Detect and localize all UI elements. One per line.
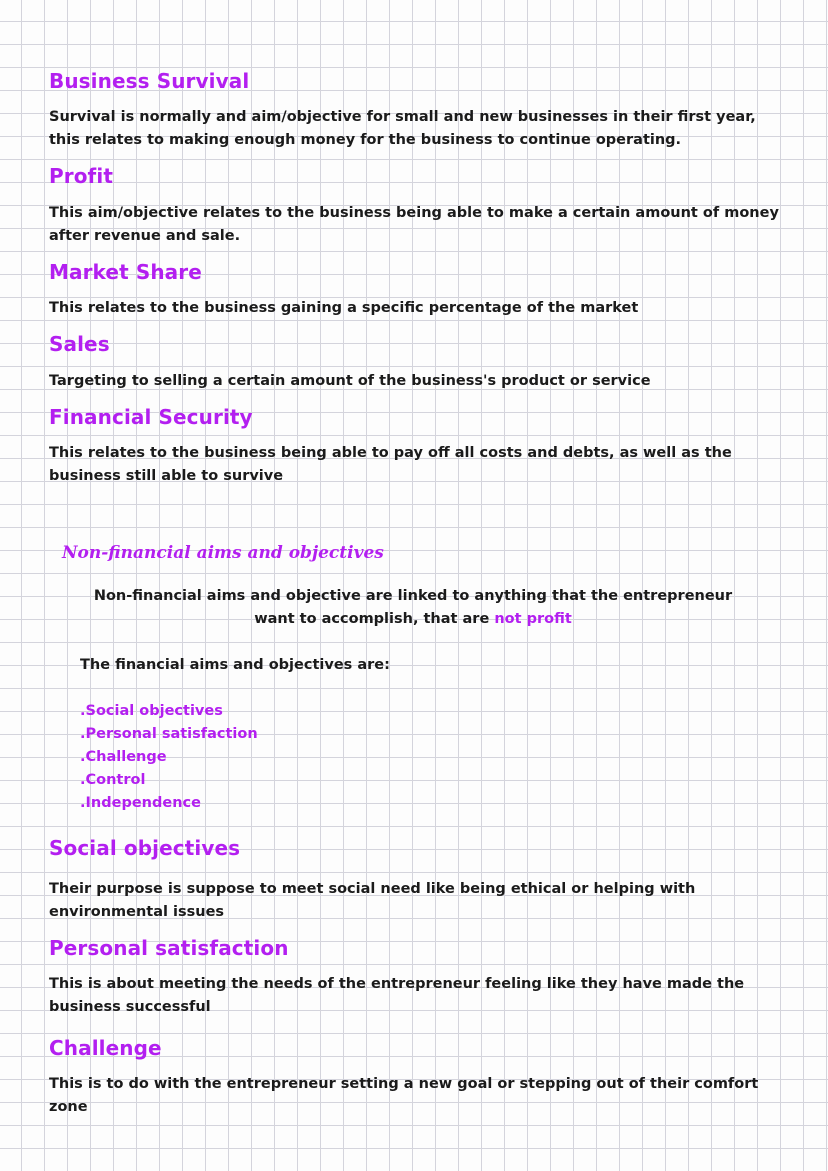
text-market-share: This relates to the business gaining a specific percentage of the market	[49, 300, 639, 316]
list-item: .Control	[80, 772, 146, 788]
heading-challenge: Challenge	[49, 1036, 162, 1060]
heading-financial-security: Financial Security	[49, 405, 253, 429]
list-item: .Independence	[80, 795, 201, 811]
text-profit: This aim/objective relates to the business being able to make a certain amount of money after revenue and sale.	[49, 205, 779, 244]
nonfinancial-intro-highlight: not profit	[494, 611, 572, 627]
list-item: .Challenge	[80, 749, 167, 765]
text-personal-satisfaction: This is about meeting the needs of the entrepreneur feeling like they have made the business successful	[49, 976, 745, 1015]
text-business-survival: Survival is normally and aim/objective for small and new businesses in their first year, this relates to making enough money for the business to continue operating.	[49, 109, 756, 148]
text-social-objectives: Their purpose is suppose to meet social need like being ethical or helping with environmental issues	[49, 881, 696, 920]
heading-profit: Profit	[49, 164, 113, 188]
heading-personal-satisfaction: Personal satisfaction	[49, 936, 289, 960]
nonfinancial-intro-text: Non-financial aims and objective are linked to anything that the entrepreneur want to accomplish, that are	[93, 588, 733, 627]
list-item: .Social objectives	[80, 703, 223, 719]
list-item: .Personal satisfaction	[80, 726, 258, 742]
list-label: The financial aims and objectives are:	[80, 657, 390, 673]
heading-sales: Sales	[49, 332, 110, 356]
nonfinancial-intro	[78, 585, 748, 631]
text-sales: Targeting to selling a certain amount of the business's product or service	[49, 373, 651, 389]
heading-social-objectives: Social objectives	[49, 836, 241, 860]
heading-market-share: Market Share	[49, 260, 202, 284]
nonfinancial-list	[80, 700, 258, 815]
text-financial-security: This relates to the business being able to pay off all costs and debts, as well as the business still able to survive	[49, 445, 732, 484]
text-challenge: This is to do with the entrepreneur setting a new goal or stepping out of their comfort zone	[49, 1076, 759, 1115]
nonfinancial-title: Non-financial aims and objectives	[62, 543, 384, 563]
heading-business-survival: Business Survival	[49, 69, 250, 93]
